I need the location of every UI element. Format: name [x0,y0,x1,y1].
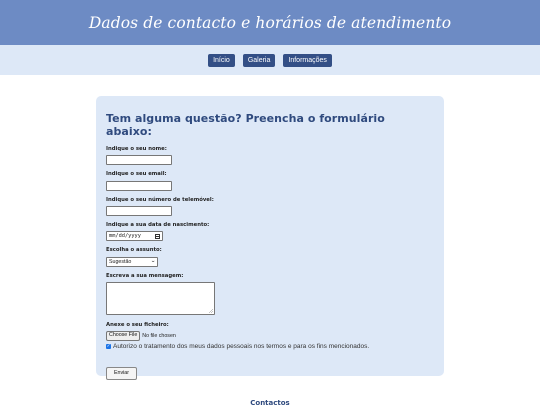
file-input[interactable] [106,331,434,340]
message-label: Escreva a sua mensagem: [106,272,184,279]
consent-row[interactable] [106,343,434,350]
resize-grip-icon[interactable] [209,309,213,313]
page-title: Dados de contacto e horários de atendimento [88,13,452,32]
site-header [0,0,540,45]
file-status: No file chosen [142,333,176,340]
phone-label: Indique o seu número de telemóvel: [106,196,214,203]
contact-form-card [96,96,444,376]
consent-checkbox[interactable]: ✓ [106,342,111,348]
nav-item-inicio[interactable]: Início [208,54,235,67]
nav-item-informacoes[interactable]: Informações [283,54,332,67]
email-input[interactable] [106,181,172,191]
consent-text: Autorizo o tratamento dos meus dados pessoais nos termos e para os fins mencionados. [113,342,370,350]
file-label: Anexe o seu ficheiro: [106,322,169,329]
submit-button[interactable]: Enviar [106,367,137,380]
footer-heading: Contactos [250,399,290,407]
phone-input[interactable] [106,206,172,216]
chevron-down-icon: ⌄ [150,258,156,265]
message-textarea[interactable] [106,282,215,315]
name-input[interactable] [106,155,172,165]
nav-item-galeria[interactable]: Galeria [243,54,276,67]
choose-file-button[interactable]: Choose File [106,331,140,340]
subject-label: Escolha o assunto: [106,247,162,254]
calendar-icon[interactable] [155,234,160,239]
birth-date-placeholder: mm/dd/yyyy [109,233,141,240]
name-label: Indique o seu nome: [106,146,167,152]
subject-select[interactable] [106,257,158,267]
subject-selected-value: Sugestão [109,258,132,265]
birth-date-input[interactable] [106,231,163,241]
form-title: Tem alguma questão? Preencha o formulário abaixo: [106,112,385,138]
main-nav [0,45,540,75]
birth-date-label: Indique a sua data de nascimento: [106,222,210,229]
email-label: Indique o seu email: [106,171,167,178]
